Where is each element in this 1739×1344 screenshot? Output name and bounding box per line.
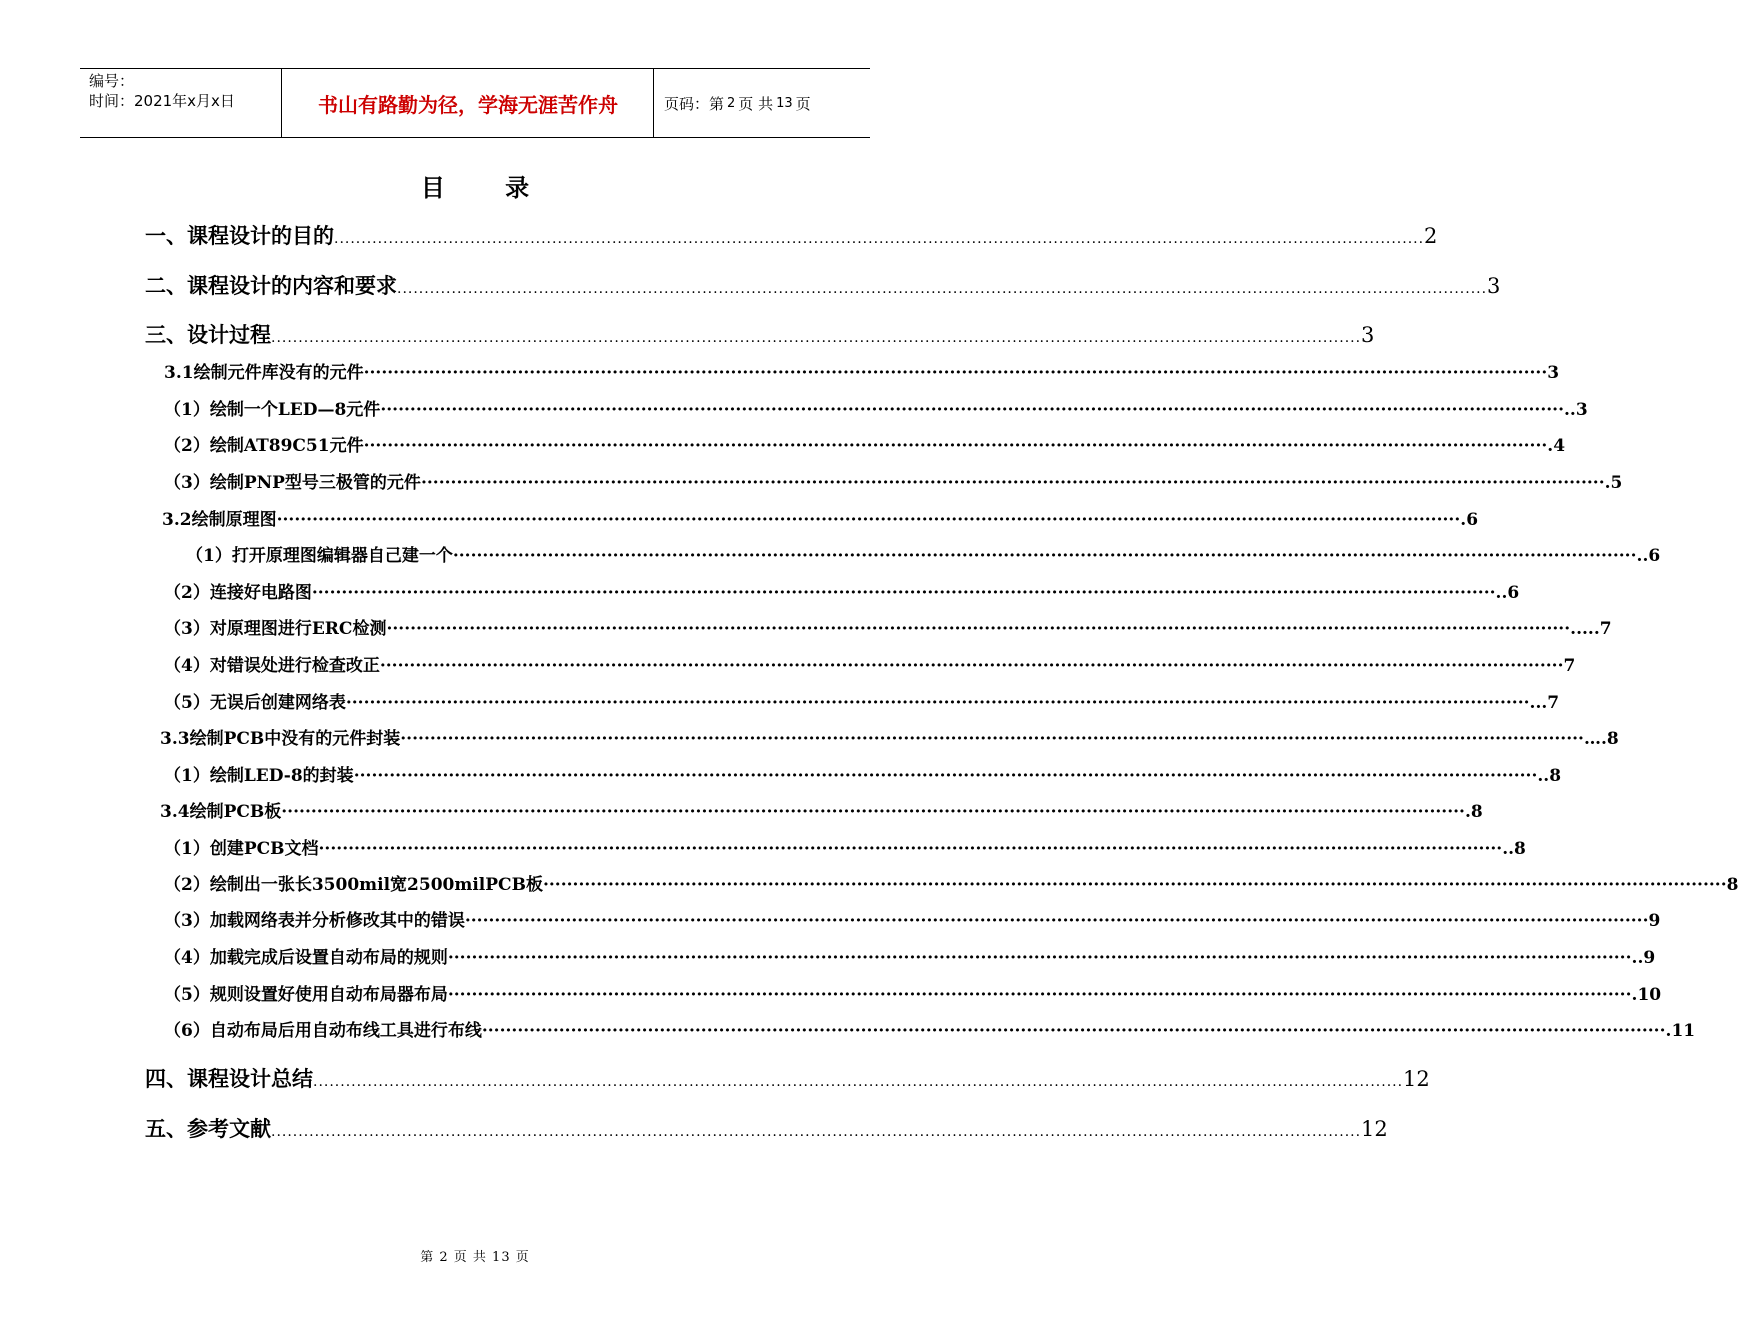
toc-entry-page: .10 [1631, 985, 1662, 1005]
toc-entry-page: 9 [1648, 911, 1661, 931]
toc-leader-dots: ········································································································································································································ [386, 619, 1571, 639]
toc-entry-page: .5 [1604, 473, 1623, 493]
toc-entry-page: ..9 [1631, 948, 1656, 968]
toc-leader-dots: ········································································································································································································ [379, 656, 1564, 676]
header-meta [89, 71, 235, 111]
toc-entry [164, 395, 1588, 420]
toc-entry-page: ...7 [1529, 693, 1560, 713]
toc-leader-dots: ········································································································································································································ [400, 729, 1584, 749]
toc-entry [145, 220, 1438, 250]
toc-entry-label: （3）对原理图进行ERC检测 [164, 619, 387, 639]
toc-entry-label: （3）绘制PNP型号三极管的元件 [164, 473, 421, 493]
header-page-total: 13 [776, 95, 793, 111]
toc-entry-label: 三、设计过程 [145, 322, 271, 347]
toc-entry-page: 7 [1563, 656, 1576, 676]
toc-leader-dots: ········································································································································································································ [311, 583, 1496, 603]
header-time: 时间：2021年x月x日 [89, 92, 235, 110]
toc-entry-page: 3 [1361, 323, 1375, 347]
toc-entry [164, 834, 1526, 859]
toc-entry-page: 2 [1424, 224, 1438, 248]
toc-entry-page: 8 [1726, 875, 1739, 895]
toc-entry-label: （2）绘制AT89C51元件 [164, 436, 364, 456]
toc-entry-page: ..6 [1495, 583, 1520, 603]
toc-entry-label: 3.3绘制PCB中没有的元件封装 [160, 729, 401, 749]
header-page-current: 2 [727, 95, 736, 111]
toc-entry-label: 一、课程设计的目的 [145, 223, 334, 248]
toc-entry [164, 431, 1566, 456]
toc-leader-dots: ········································································································································································································ [281, 802, 1465, 822]
toc-leader-dots: ........................................................................................................................................................................................................ [271, 330, 1362, 346]
toc-entry-page: .4 [1547, 436, 1566, 456]
toc-leader-dots: ········································································································································································································ [420, 473, 1605, 493]
toc-entry [164, 870, 1739, 895]
toc-leader-dots: ········································································································································································································ [345, 693, 1530, 713]
toc-entry [145, 1063, 1430, 1093]
toc-entry-label: （3）加载网络表并分析修改其中的错误 [164, 911, 465, 931]
toc-leader-dots: ········································································································································································································ [464, 911, 1649, 931]
toc-entry-label: （5）规则设置好使用自动布局器布局 [164, 985, 448, 1005]
toc-entry-page: ..3 [1564, 400, 1588, 420]
page-header [80, 68, 870, 138]
toc-entry [145, 319, 1375, 349]
toc-leader-dots: ········································································································································································································ [452, 546, 1637, 566]
toc-entry-label: （4）对错误处进行检查改正 [164, 656, 380, 676]
toc-leader-dots: ........................................................................................................................................................................................................ [271, 1124, 1362, 1140]
toc-entry-label: （2）连接好电路图 [164, 583, 312, 603]
toc-leader-dots: ········································································································································································································ [363, 436, 1548, 456]
toc-leader-dots: ········································································································································································································ [276, 510, 1461, 530]
toc-entry-page: 3 [1487, 274, 1501, 298]
toc-leader-dots: ........................................................................................................................................................................................................ [313, 1074, 1404, 1090]
header-page-suffix: 页 [795, 94, 811, 113]
toc-leader-dots: ········································································································································································································ [542, 875, 1727, 895]
toc-entry-label: （1）创建PCB文档 [164, 839, 319, 859]
toc-entry-label: （6）自动布局后用自动布线工具进行布线 [164, 1021, 482, 1041]
toc-entry [145, 270, 1501, 300]
toc-entry-label: 3.1绘制元件库没有的元件 [164, 363, 364, 383]
toc-entry [164, 358, 1560, 383]
toc-entry-label: （1）绘制LED-8的封装 [164, 766, 354, 786]
header-number: 编号： [89, 72, 135, 90]
header-page-info [664, 69, 811, 137]
toc-entry-label: 五、参考文献 [145, 1116, 271, 1141]
toc-entry [164, 1016, 1696, 1041]
header-motto: 书山有路勤为径，学海无涯苦作舟 [318, 92, 618, 117]
toc-entry [164, 614, 1612, 639]
toc-title: 目 录 [420, 173, 556, 202]
toc-entry-page: ….8 [1583, 729, 1619, 749]
toc-entry-label: （4）加载完成后设置自动布局的规则 [164, 948, 448, 968]
toc-entry-page: 12 [1361, 1117, 1388, 1141]
toc-leader-dots: ········································································································································································································ [363, 363, 1548, 383]
toc-entry [164, 980, 1662, 1005]
toc-leader-dots: ········································································································································································································ [481, 1021, 1666, 1041]
toc-entry-label: （5）无误后创建网络表 [164, 693, 346, 713]
toc-entry [164, 651, 1576, 676]
toc-leader-dots: ........................................................................................................................................................................................................ [334, 231, 1425, 247]
toc-entry [145, 1113, 1388, 1143]
toc-entry [186, 541, 1661, 566]
toc-entry [164, 468, 1623, 493]
toc-entry-page: 3 [1547, 363, 1560, 383]
toc-leader-dots: ········································································································································································································ [353, 766, 1538, 786]
toc-entry [160, 724, 1619, 749]
toc-entry-label: 二、课程设计的内容和要求 [145, 273, 397, 298]
toc-entry-label: 3.2绘制原理图 [162, 510, 277, 530]
page-footer: 第 2 页 共 13 页 [420, 1250, 530, 1265]
toc-leader-dots: ········································································································································································································ [380, 400, 1565, 420]
header-page-prefix: 页码：第 [664, 94, 725, 113]
toc-entry-page: ..8 [1502, 839, 1526, 859]
toc-entry-label: 四、课程设计总结 [145, 1066, 313, 1091]
toc-entry-label: （1）打开原理图编辑器自己建一个 [186, 546, 453, 566]
toc-entry-label: 3.4绘制PCB板 [160, 802, 282, 822]
toc-entry-page: ..8 [1537, 766, 1562, 786]
toc-leader-dots: ........................................................................................................................................................................................................ [397, 281, 1488, 297]
toc-entry [164, 943, 1656, 968]
toc-entry [160, 797, 1483, 822]
toc-entry-page: ..6 [1636, 546, 1661, 566]
toc-entry [164, 578, 1520, 603]
toc-entry-label: （1）绘制一个LED—8元件 [164, 400, 381, 420]
toc-leader-dots: ········································································································································································································ [447, 985, 1632, 1005]
toc-entry-page: .6 [1460, 510, 1479, 530]
toc-entry-label: （2）绘制出一张长3500mil宽2500milPCB板 [164, 875, 543, 895]
toc-entry [164, 906, 1661, 931]
toc-entry-page: .....7 [1570, 619, 1612, 639]
toc-leader-dots: ········································································································································································································ [318, 839, 1503, 859]
toc-leader-dots: ········································································································································································································ [447, 948, 1632, 968]
toc-entry-page: 12 [1403, 1067, 1430, 1091]
toc-entry [164, 688, 1560, 713]
toc-entry-page: .11 [1665, 1021, 1696, 1041]
toc-entry-page: .8 [1464, 802, 1483, 822]
toc-entry [164, 761, 1562, 786]
toc-entry [162, 505, 1479, 530]
header-page-mid: 页 共 [738, 94, 774, 113]
